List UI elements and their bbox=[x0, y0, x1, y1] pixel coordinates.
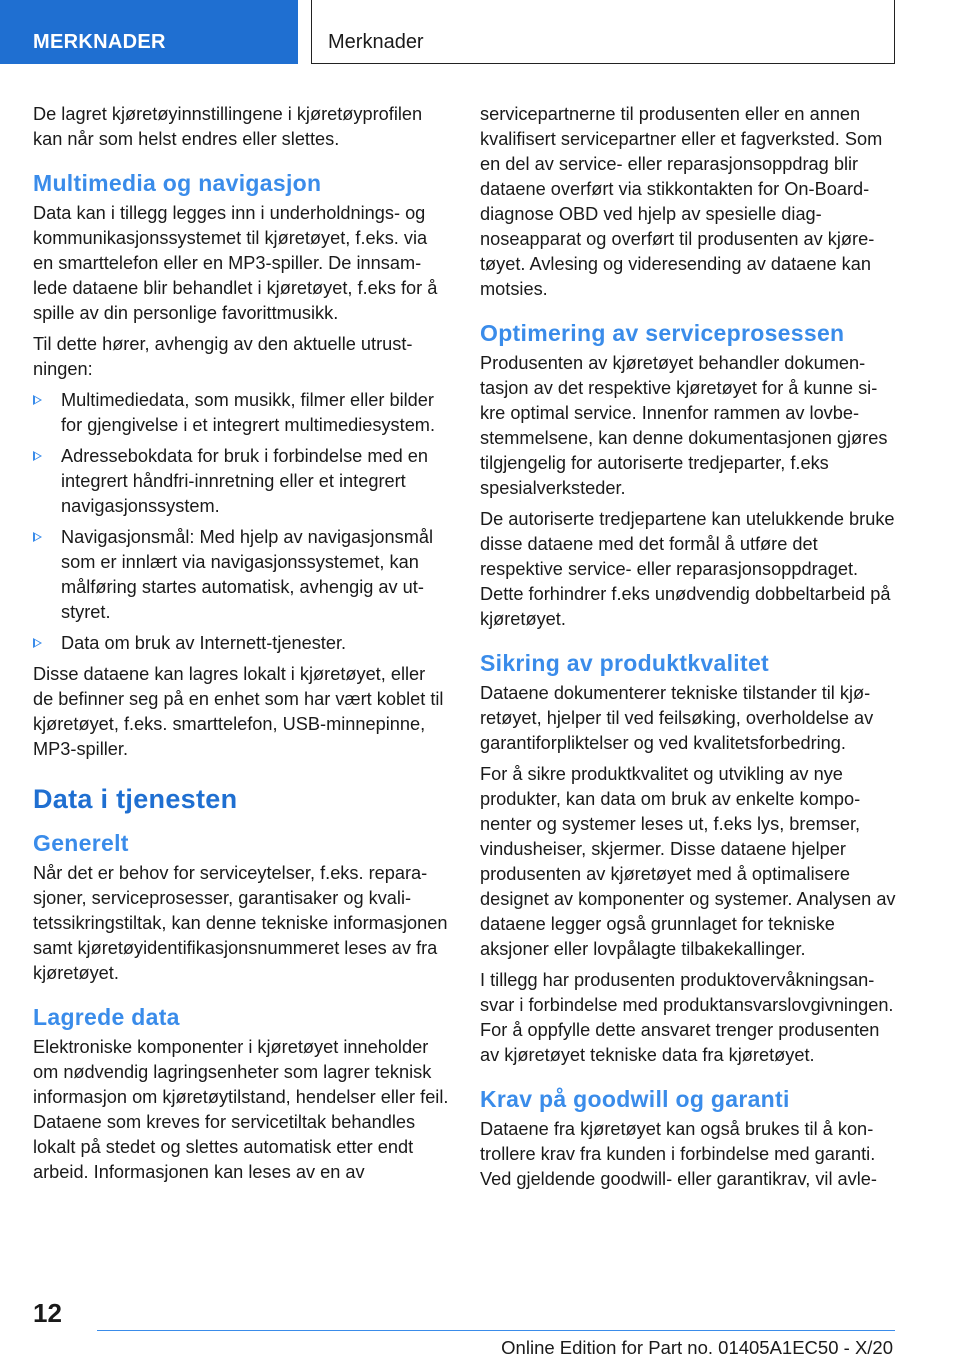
heading-sikring: Sikring av produktkvalitet bbox=[480, 650, 769, 676]
paragraph: Data kan i tillegg legges inn i underholdnings- og kommunikasjonssystemet til kjøretøyet, f.eks. via en smarttelefon eller en MP3-spiller. De innsamlede dataene blir behandlet i kjøretøyet, f.eks for å spille av din personlige favorittmusikk. bbox=[33, 203, 438, 323]
list-item-text: Navigasjonsmål: Med hjelp av navigasjonsmål som er innlært via navigasjonssystemet, kan målføring startes automatisk, avhengig av utstyret. bbox=[61, 527, 434, 622]
heading-generelt: Generelt bbox=[33, 830, 129, 856]
bullet-list bbox=[33, 388, 449, 656]
paragraph: For å sikre produktkvalitet og utvikling av nye produkter, kan data om bruk av enkelte komponenter og systemer leses ut, f.eks lys, bremser, vindusheiser, skjermer. Disse dataene hjelper produsenten av kjøretøyet med å optimalisere designet av komponenter og systemer. Analysen av dataene legger også grunnlaget for tekniske aksjoner eller lovpålagte tilbakekallinger. bbox=[480, 764, 896, 959]
paragraph: De lagret kjøretøyinnstillingene i kjøretøyprofilen kan når som helst endres eller slettes. bbox=[33, 104, 423, 149]
list-item-text: Adressebokdata for bruk i forbindelse med en integrert håndfri-innretning eller et integrert navigasjonssystem. bbox=[61, 446, 428, 516]
list-item-text: Multimediedata, som musikk, filmer eller bilder for gjengivelse i et integrert multimediesystem. bbox=[61, 390, 436, 435]
page-number: 12 bbox=[33, 1298, 62, 1328]
triangle-bullet-icon bbox=[33, 395, 42, 405]
paragraph: Til dette hører, avhengig av den aktuelle utrustningen: bbox=[33, 334, 413, 379]
paragraph: servicepartnerne til produsenten eller en annen kvalifisert servicepartner eller et fagverksted. Som en del av service- eller reparasjonsoppdrag blir dataene overført via stikkontakten for On-Board-diagnose OBD ved hjelp av spesielle diagnoseapparat og overført til produsenten av kjøretøyet. Avlesing og videresending av dataene kan motsies. bbox=[480, 104, 883, 299]
list-item bbox=[33, 444, 449, 519]
heading-multimedia: Multimedia og navigasjon bbox=[33, 170, 322, 196]
list-item-text: Data om bruk av Internett-tjenester. bbox=[61, 633, 347, 653]
triangle-bullet-icon bbox=[33, 638, 42, 648]
paragraph: Produsenten av kjøretøyet behandler dokumentasjon av det respektive kjøretøyet for å kunne sikre optimal service. Innenfor rammen av lovbestemmelsene, kan denne dokumentasjonen gjøres tilgjengelig for autoriserte tredjeparter, f.eks spesialverksteder. bbox=[480, 353, 888, 498]
heading-optimering: Optimering av serviceprosessen bbox=[480, 320, 845, 346]
left-column bbox=[33, 102, 449, 1191]
heading-lagrede-data: Lagrede data bbox=[33, 1004, 180, 1030]
paragraph: De autoriserte tredjepartene kan utelukkende bruke disse dataene med det formål å utføre det respektive service- eller reparasjonsoppdraget. Dette forhindrer f.eks unødvendig dobbeltarbeid på kjøretøyet. bbox=[480, 509, 895, 629]
right-column bbox=[480, 102, 896, 1198]
list-item bbox=[33, 525, 449, 625]
paragraph: I tillegg har produsenten produktovervåkningsansvar i forbindelse med produktansvarslovgivningen. For å oppfylle dette ansvaret trenger produsenten av kjøretøyet tekniske data fra kjøretøyet. bbox=[480, 970, 894, 1065]
heading-krav: Krav på goodwill og garanti bbox=[480, 1086, 790, 1112]
paragraph: Når det er behov for serviceytelser, f.eks. reparasjoner, serviceprosesser, garantisaker og kvalitetssikringstiltak, kan denne tekniske informasjonen samt kjøretøyidentifikasjonsnummeret leses av fra kjøretøyet. bbox=[33, 863, 448, 983]
section-title: Merknader bbox=[311, 0, 895, 64]
paragraph: Dataene dokumenterer tekniske tilstander til kjøretøyet, hjelper til ved feilsøking, overholdelse av garantiforpliktelser og ved kvalitetsforbedring. bbox=[480, 683, 874, 753]
paragraph: Elektroniske komponenter i kjøretøyet inneholder om nødvendig lagringsenheter som lagrer teknisk informasjon om kjøretøytilstand, hendelser eller feil. Dataene som kreves for servicetiltak behandles lokalt på stedet og slettes automatisk etter endt arbeid. Informasjonen kan leses av en av bbox=[33, 1037, 449, 1182]
section-tab: MERKNADER bbox=[0, 0, 298, 64]
paragraph: Disse dataene kan lagres lokalt i kjøretøyet, eller de befinner seg på en enhet som har vært koblet til kjøretøyet, f.eks. smarttelefon, USB-minnepinne, MP3-spiller. bbox=[33, 664, 444, 759]
heading-data-i-tjenesten: Data i tjenesten bbox=[33, 784, 238, 814]
list-item bbox=[33, 388, 449, 438]
footer-edition: Online Edition for Part no. 01405A1EC50 - X/20 bbox=[501, 1337, 893, 1358]
list-item bbox=[33, 631, 449, 656]
footer-divider bbox=[97, 1330, 895, 1331]
paragraph: Dataene fra kjøretøyet kan også brukes til å kontrollere krav fra kunden i forbindelse med garanti. Ved gjeldende goodwill- eller garantikrav, vil avle- bbox=[480, 1119, 877, 1189]
triangle-bullet-icon bbox=[33, 532, 42, 542]
triangle-bullet-icon bbox=[33, 451, 42, 461]
